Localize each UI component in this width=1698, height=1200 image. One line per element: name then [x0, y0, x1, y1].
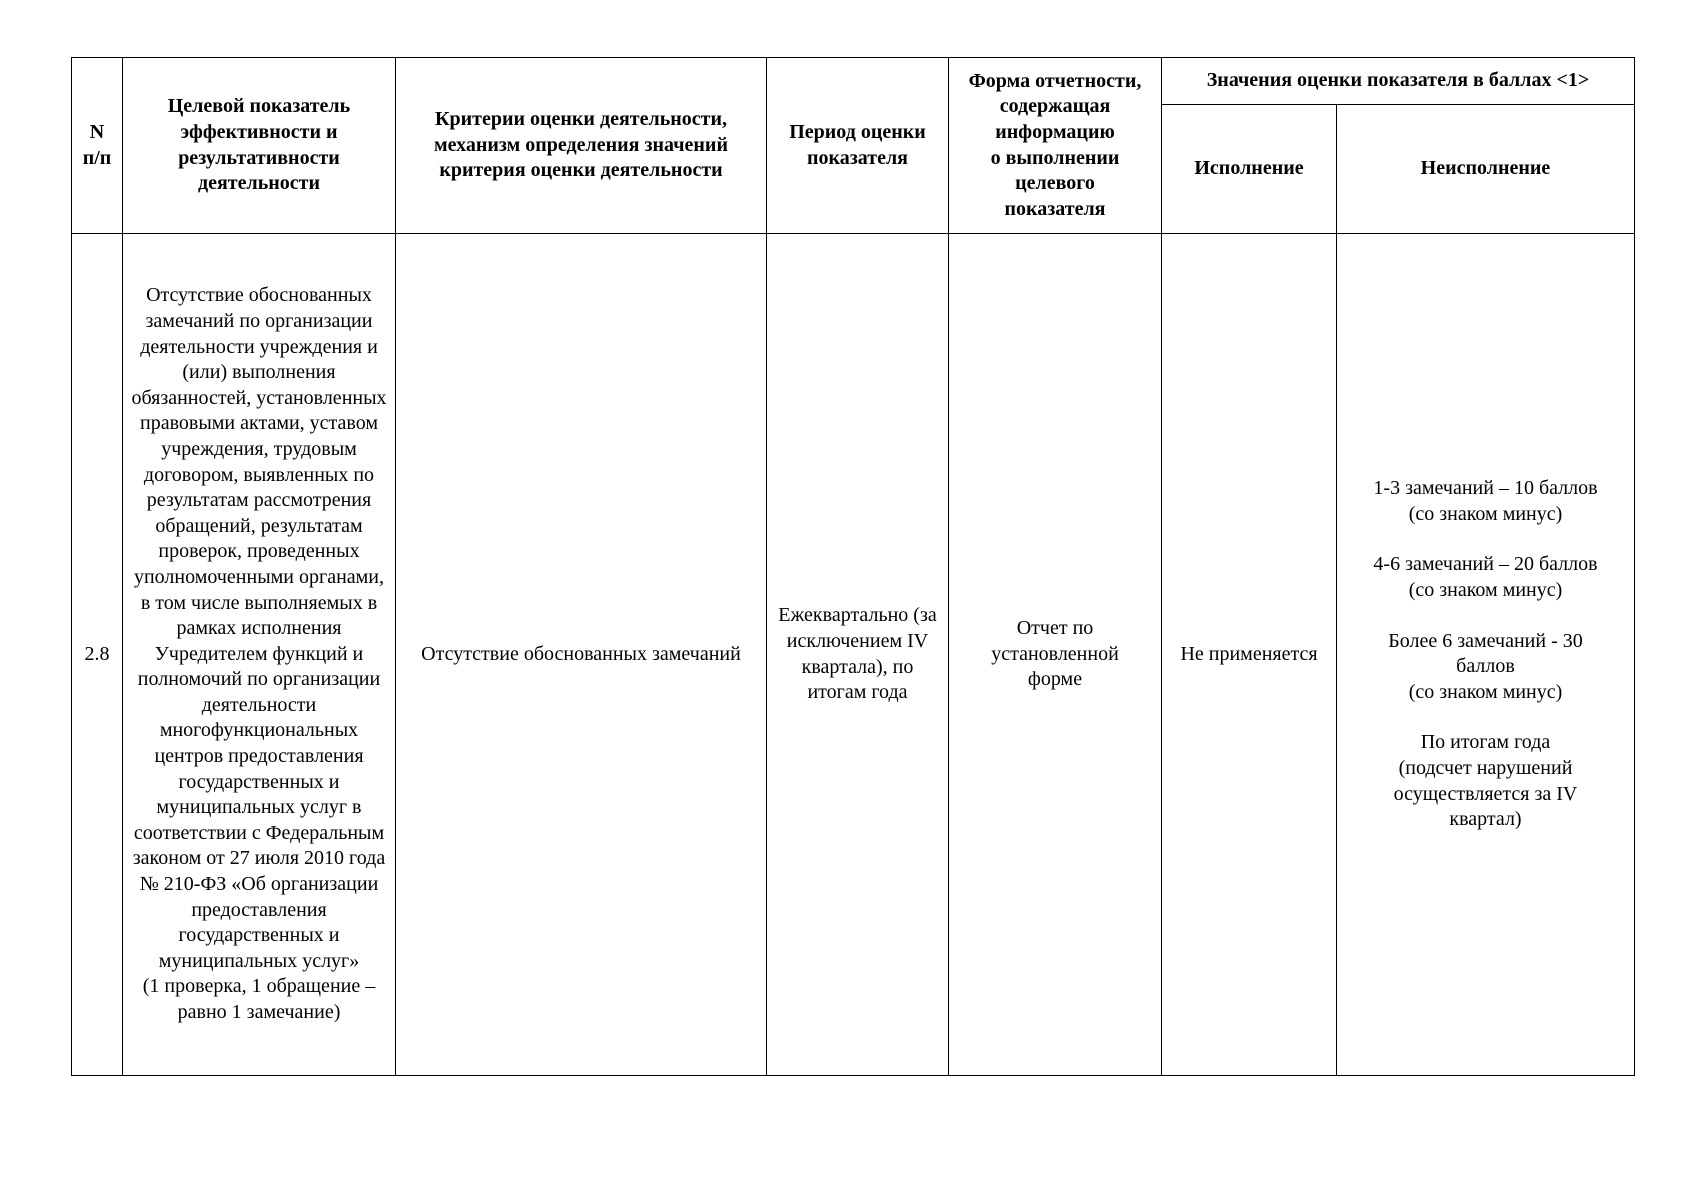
row-criteria: Отсутствие обоснованных замечаний [396, 234, 767, 1076]
row-period: Ежеквартально (за исключением IV квартала), по итогам года [767, 234, 949, 1076]
header-values-group: Значения оценки показателя в баллах <1> [1162, 58, 1635, 105]
row-execution: Не применяется [1162, 234, 1337, 1076]
header-criteria: Критерии оценки деятельности, механизм определения значений критерия оценки деятельности [396, 58, 767, 234]
non-execution-value: Более 6 замечаний - 30 баллов (со знаком минус) [1388, 629, 1583, 703]
header-num: N п/п [72, 58, 123, 234]
header-row-1 [72, 58, 1635, 105]
non-execution-value: 4-6 замечаний – 20 баллов (со знаком минус) [1373, 553, 1598, 602]
non-execution-value: 1-3 замечаний – 10 баллов (со знаком минус) [1373, 477, 1598, 525]
indicator-table [71, 57, 1635, 1076]
row-report-form: Отчет по установленной форме [949, 234, 1162, 1076]
header-indicator: Целевой показатель эффективности и результативности деятельности [123, 58, 396, 234]
row-non-execution [1337, 234, 1635, 1076]
table-row [72, 234, 1635, 1076]
row-indicator: Отсутствие обоснованных замечаний по организации деятельности учреждения и (или) выполнения обязанностей, установленных правовыми актами, уставом учреждения, трудовым договором, выявленных по результатам рассмотрения обращений, результатам проверок, проведенных уполномоченными органами, в том числе выполняемых в рамках исполнения Учредителем функций и полномочий по организации деятельности многофункциональных центров предоставления государственных и муниципальных услуг в соответствии с Федеральным законом от 27 июля 2010 года № 210-ФЗ «Об организации предоставления государственных и муниципальных услуг» (1 проверка, 1 обращение – равно 1 замечание) [123, 234, 396, 1076]
header-non-execution: Неисполнение [1337, 105, 1635, 234]
header-period: Период оценки показателя [767, 58, 949, 234]
header-report-form: Форма отчетности, содержащая информацию о выполнении целевого показателя [949, 58, 1162, 234]
non-execution-value: По итогам года (подсчет нарушений осуществляется за IV квартал) [1393, 731, 1578, 831]
row-num: 2.8 [72, 234, 123, 1076]
header-execution: Исполнение [1162, 105, 1337, 234]
